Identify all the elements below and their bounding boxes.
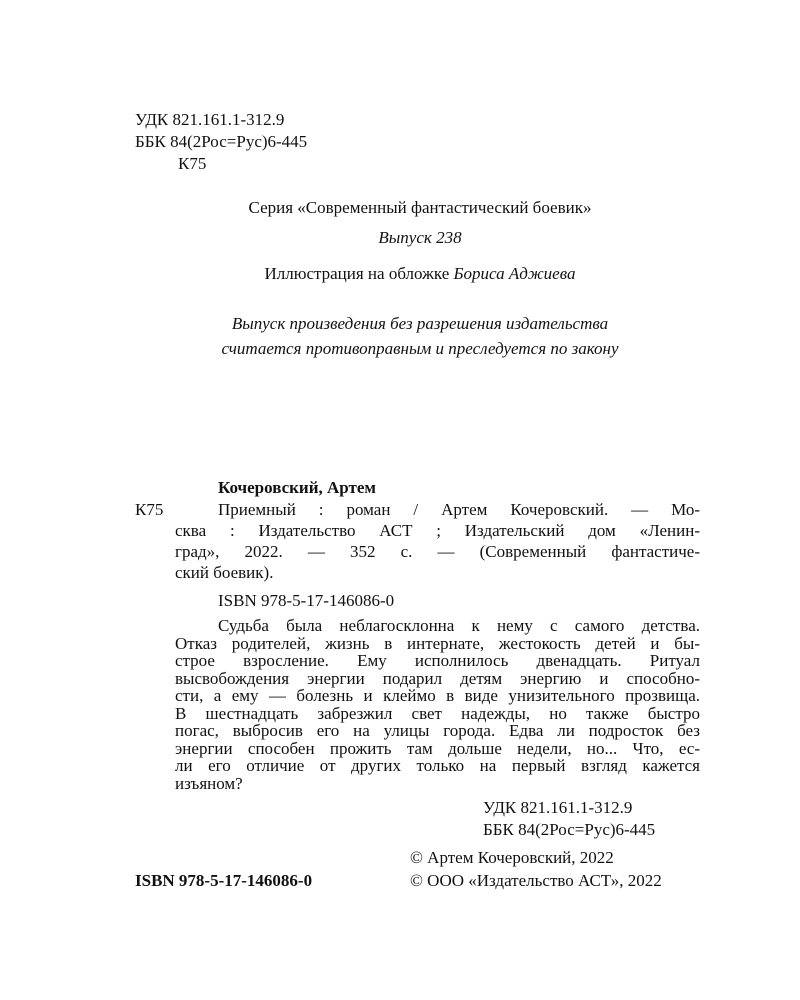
abstract-line: погас, выбросив его на улицы города. Едва ли подросток без bbox=[175, 721, 700, 740]
illustration-credit bbox=[0, 264, 800, 284]
abstract-line: сти, а ему — болезнь и клеймо в виде унизительного прозвища. bbox=[175, 686, 700, 705]
abstract-line: высвобождения энергии подарил детям энергию и способно- bbox=[175, 668, 700, 688]
catalog-mark: К75 bbox=[135, 500, 164, 519]
catalog-description-line: сква : Издательство АСТ ; Издательский дом «Ленин- bbox=[175, 521, 700, 540]
catalog-author: Кочеровский, Артем bbox=[218, 478, 377, 497]
illustration-prefix: Иллюстрация на обложке bbox=[264, 264, 450, 283]
footer-bbk: ББК 84(2Рос=Рус)6-445 bbox=[483, 820, 656, 839]
copyright-author: © Артем Кочеровский, 2022 bbox=[410, 848, 614, 867]
abstract-line: В шестнадцать забрезжил свет надежды, но также быстро bbox=[175, 703, 700, 723]
illustration-artist: Бориса Аджиева bbox=[453, 264, 576, 283]
series-title: Серия «Современный фантастический боевик» bbox=[248, 198, 592, 217]
footer-isbn: ISBN 978-5-17-146086-0 bbox=[135, 871, 313, 890]
copyright-warning-line-1: Выпуск произведения без разрешения издательства bbox=[231, 314, 609, 333]
catalog-description-line: Приемный : роман / Артем Кочеровский. — Мо- bbox=[218, 500, 700, 519]
catalog-description-line: ский боевик). bbox=[175, 563, 274, 582]
footer-udk: УДК 821.161.1-312.9 bbox=[483, 798, 633, 817]
copyright-warning-line-2: считается противоправным и преследуется по закону bbox=[221, 339, 619, 358]
abstract-line: Отказ родителей, жизнь в интернате, жестокость детей и бы- bbox=[175, 633, 700, 653]
author-mark: К75 bbox=[178, 154, 207, 173]
bbk-code: ББК 84(2Рос=Рус)6-445 bbox=[135, 132, 308, 151]
catalog-isbn: ISBN 978-5-17-146086-0 bbox=[218, 591, 395, 610]
copyright-publisher: © ООО «Издательство АСТ», 2022 bbox=[410, 871, 662, 890]
abstract-line: энергии способен прожить там дольше недели, но... Что, ес- bbox=[175, 738, 700, 758]
abstract-line: изъяном? bbox=[175, 773, 243, 793]
abstract-line: строе взросление. Ему исполнилось двенадцать. Ритуал bbox=[175, 651, 700, 670]
catalog-description-line: град», 2022. — 352 с. — (Современный фантастиче- bbox=[175, 542, 700, 561]
abstract-line: Судьба была неблагосклонна к нему с самого детства. bbox=[218, 616, 700, 635]
series-issue: Выпуск 238 bbox=[378, 228, 462, 247]
udk-code: УДК 821.161.1-312.9 bbox=[135, 110, 285, 129]
abstract-line: ли его отличие от других только на первый взгляд кажется bbox=[175, 756, 700, 775]
